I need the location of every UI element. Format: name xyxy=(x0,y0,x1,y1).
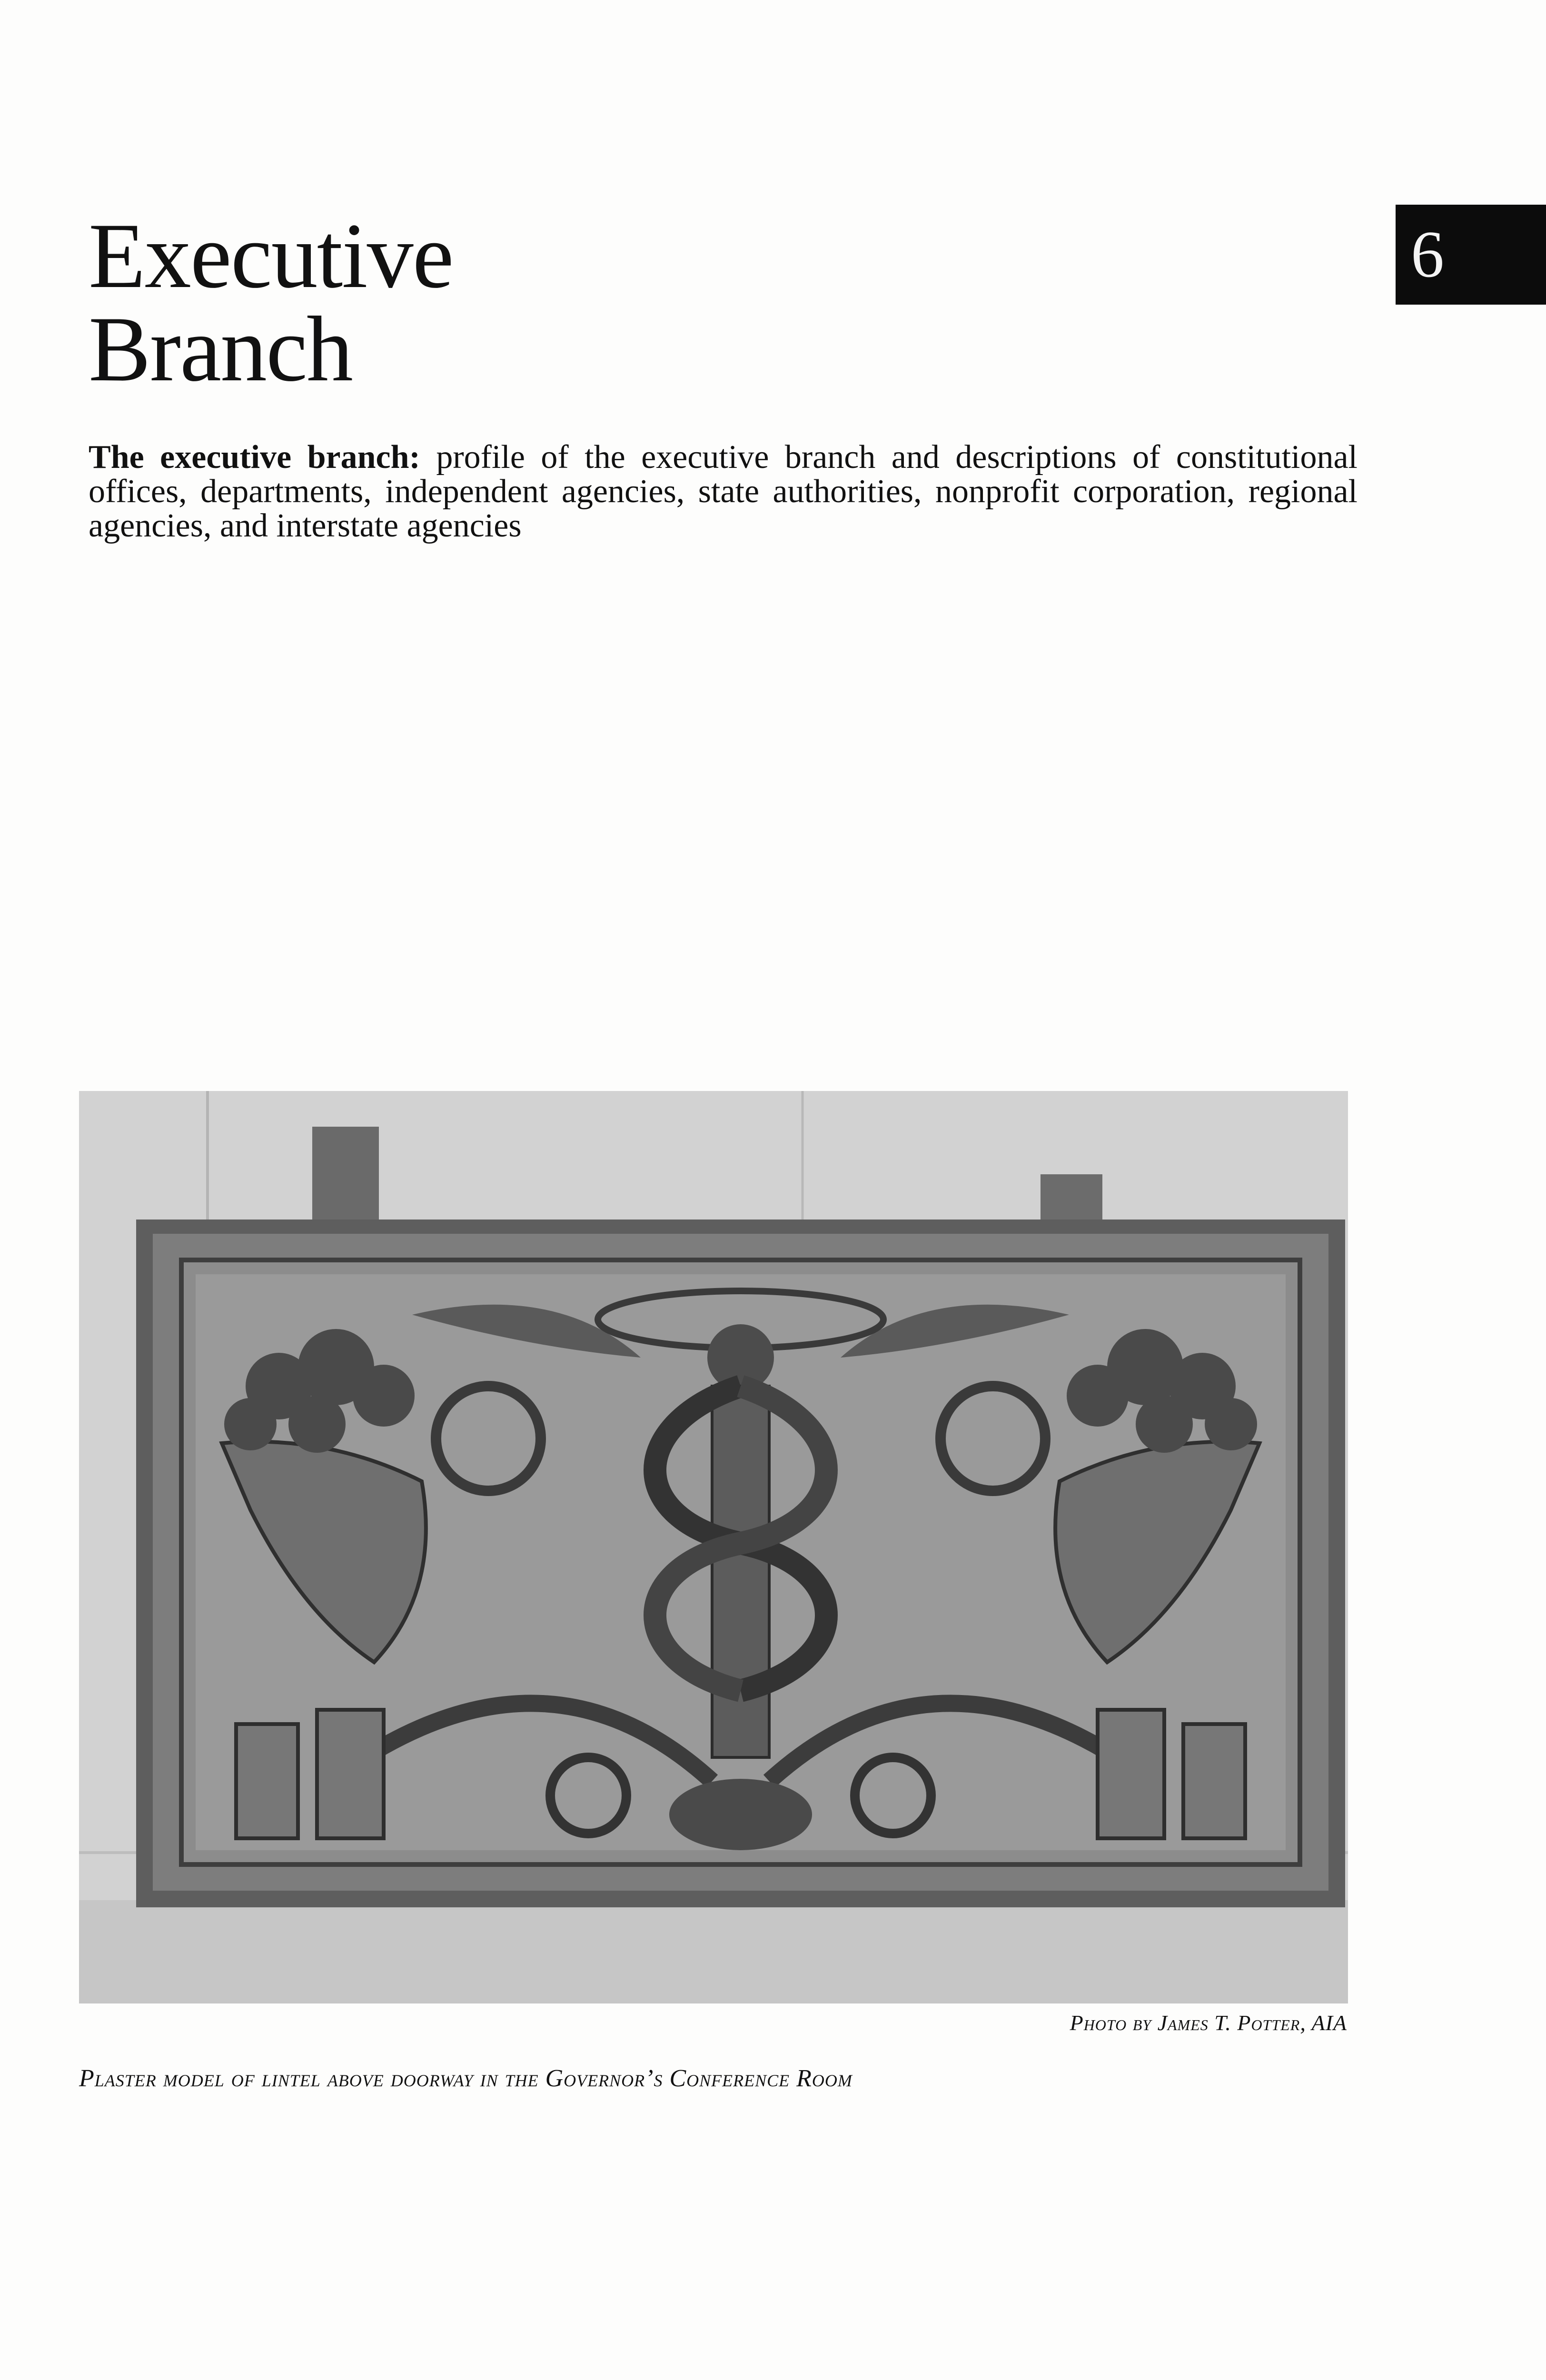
chapter-title-line-1: Executive xyxy=(89,204,453,307)
intro-lead: The executive branch: xyxy=(89,439,420,476)
chapter-number-tab xyxy=(1396,205,1546,305)
figure-caption: Plaster model of lintel above doorway in the Governor’s Conference Room xyxy=(79,2065,852,2092)
chapter-title-line-2: Branch xyxy=(89,298,352,401)
chapter-intro xyxy=(89,440,1358,543)
chapter-number: 6 xyxy=(1411,218,1444,291)
relief-panel-photo xyxy=(79,1091,1348,2003)
chapter-title xyxy=(89,204,945,401)
intro-body: profile of the executive branch and descriptions of constitutional offices, departments, independent agencies, state authorities, nonprofit corporation, regional agencies, and interstate agencies xyxy=(89,439,1358,544)
photo-credit: Photo by James T. Potter, AIA xyxy=(1070,2011,1347,2035)
